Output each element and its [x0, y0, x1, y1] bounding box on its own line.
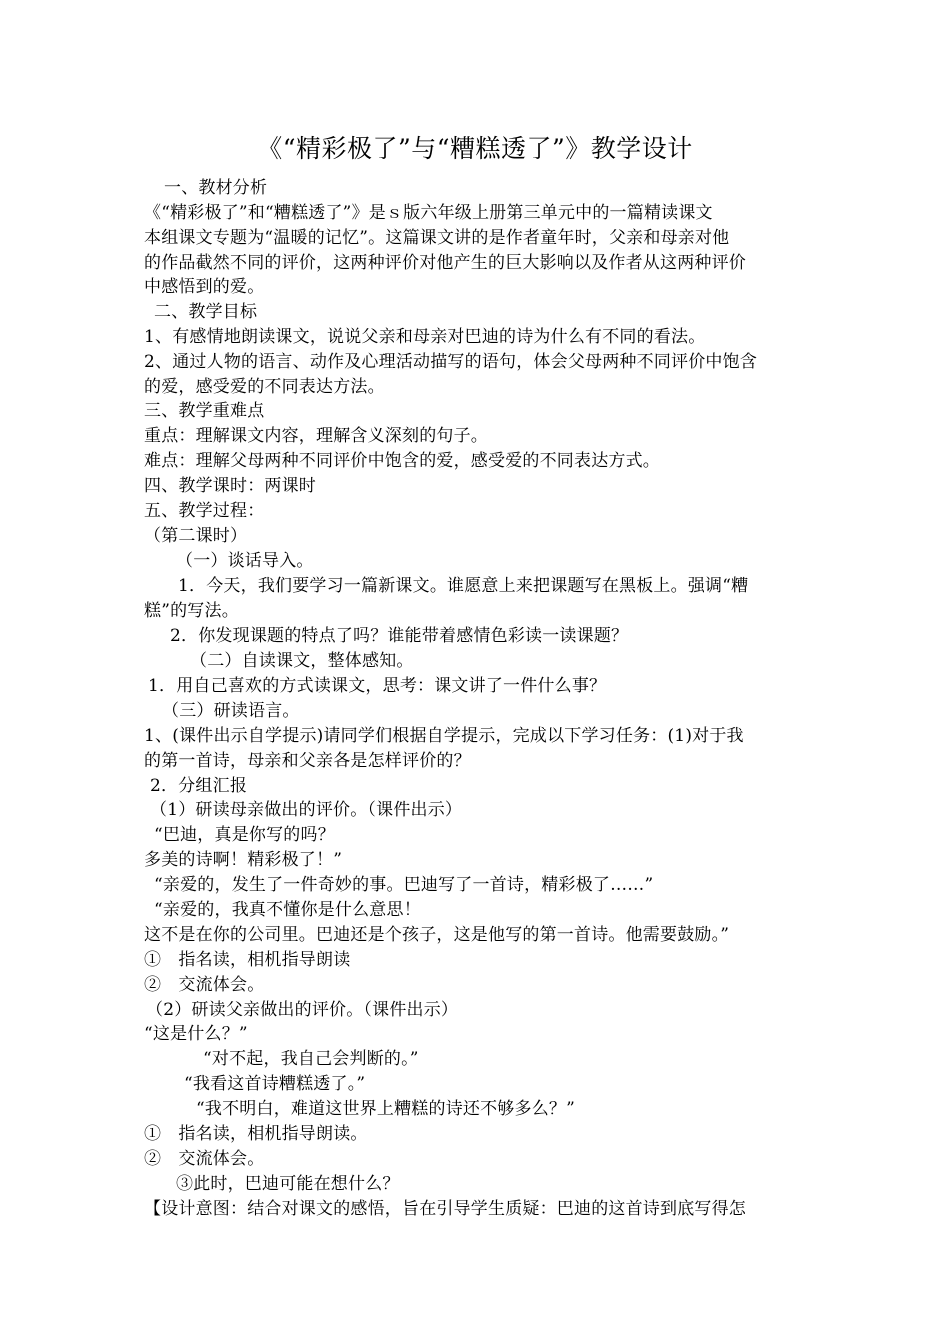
paragraph-line: 重点：理解课文内容，理解含义深刻的句子。 [144, 426, 488, 446]
quote-line: “我看这首诗糟糕透了。” [184, 1074, 366, 1094]
paragraph-line: 1．用自己喜欢的方式读课文，思考：课文讲了一件什么事？ [148, 676, 607, 696]
list-item: ② 交流体会。 [144, 975, 265, 995]
paragraph-line: 《“精彩极了”和“糟糕透了”》是ｓ版六年级上册第三单元中的一篇精读课文 [144, 203, 713, 223]
paragraph-line: 的作品截然不同的评价，这两种评价对他产生的巨大影响以及作者从这两种评价 [144, 253, 746, 273]
paragraph-line: 1、(课件出示自学提示)请同学们根据自学提示，完成以下学习任务：(1)对于我 [144, 726, 744, 746]
section-heading-key-points: 三、教学重难点 [144, 401, 265, 421]
subheading-line: （一）谈话导入。 [176, 551, 314, 571]
paragraph-line: 2．你发现课题的特点了吗？谁能带着感情色彩读一读课题？ [170, 626, 629, 646]
paragraph-line: 本组课文专题为“温暖的记忆”。这篇课文讲的是作者童年时，父亲和母亲对他 [144, 228, 730, 248]
list-item: ① 指名读，相机指导朗读。 [144, 1124, 368, 1144]
quote-line: “巴迪，真是你写的吗？ [154, 825, 335, 845]
document-title: 《“精彩极了”与“糟糕透了”》教学设计 [257, 134, 693, 163]
subheading-line: （三）研读语言。 [162, 701, 300, 721]
paragraph-line: （1）研读母亲做出的评价。（课件出示） [150, 800, 463, 820]
section-heading-material-analysis: 一、教材分析 [164, 178, 268, 198]
paragraph-line: 1．今天，我们要学习一篇新课文。谁愿意上来把课题写在黑板上。强调“糟 [178, 576, 749, 596]
quote-line: “亲爱的，发生了一件奇妙的事。巴迪写了一首诗，精彩极了……” [154, 875, 654, 895]
section-heading-class-hours: 四、教学课时：两课时 [144, 476, 316, 496]
quote-line: “这是什么？” [144, 1024, 248, 1044]
quote-line: “对不起，我自己会判断的。” [203, 1049, 419, 1069]
paragraph-line: 2．分组汇报 [150, 776, 248, 796]
list-item: ① 指名读，相机指导朗读 [144, 950, 351, 970]
paragraph-line: （2）研读父亲做出的评价。（课件出示） [146, 1000, 459, 1020]
paragraph-line: 糕”的写法。 [144, 601, 239, 621]
paragraph-line: 1、有感情地朗读课文，说说父亲和母亲对巴迪的诗为什么有不同的看法。 [144, 327, 706, 347]
quote-line: “亲爱的，我真不懂你是什么意思！ [154, 900, 421, 920]
paragraph-line: 2、通过人物的语言、动作及心理活动描写的语句，体会父母两种不同评价中饱含 [144, 352, 758, 372]
list-item: ③此时，巴迪可能在想什么？ [176, 1174, 400, 1194]
section-heading-teaching-process: 五、教学过程： [144, 501, 265, 521]
design-intent-line: 【设计意图：结合对课文的感悟，旨在引导学生质疑：巴迪的这首诗到底写得怎 [144, 1199, 746, 1219]
paragraph-line: 的第一首诗，母亲和父亲各是怎样评价的？ [144, 751, 471, 771]
subheading-line: （二）自读课文，整体感知。 [190, 651, 414, 671]
quote-line: “我不明白，难道这世界上糟糕的诗还不够多么？” [196, 1099, 575, 1119]
section-heading-teaching-goals: 二、教学目标 [154, 302, 258, 322]
paragraph-line: 的爱，感受爱的不同表达方法。 [144, 377, 385, 397]
quote-line: 多美的诗啊！精彩极了！” [144, 850, 343, 870]
paragraph-line: 难点：理解父母两种不同评价中饱含的爱，感受爱的不同表达方式。 [144, 451, 660, 471]
paragraph-line: 中感悟到的爱。 [144, 277, 265, 297]
list-item: ② 交流体会。 [144, 1149, 265, 1169]
paragraph-line: （第二课时） [144, 526, 248, 546]
quote-line: 这不是在你的公司里。巴迪还是个孩子，这是他写的第一首诗。他需要鼓励。” [144, 925, 730, 945]
